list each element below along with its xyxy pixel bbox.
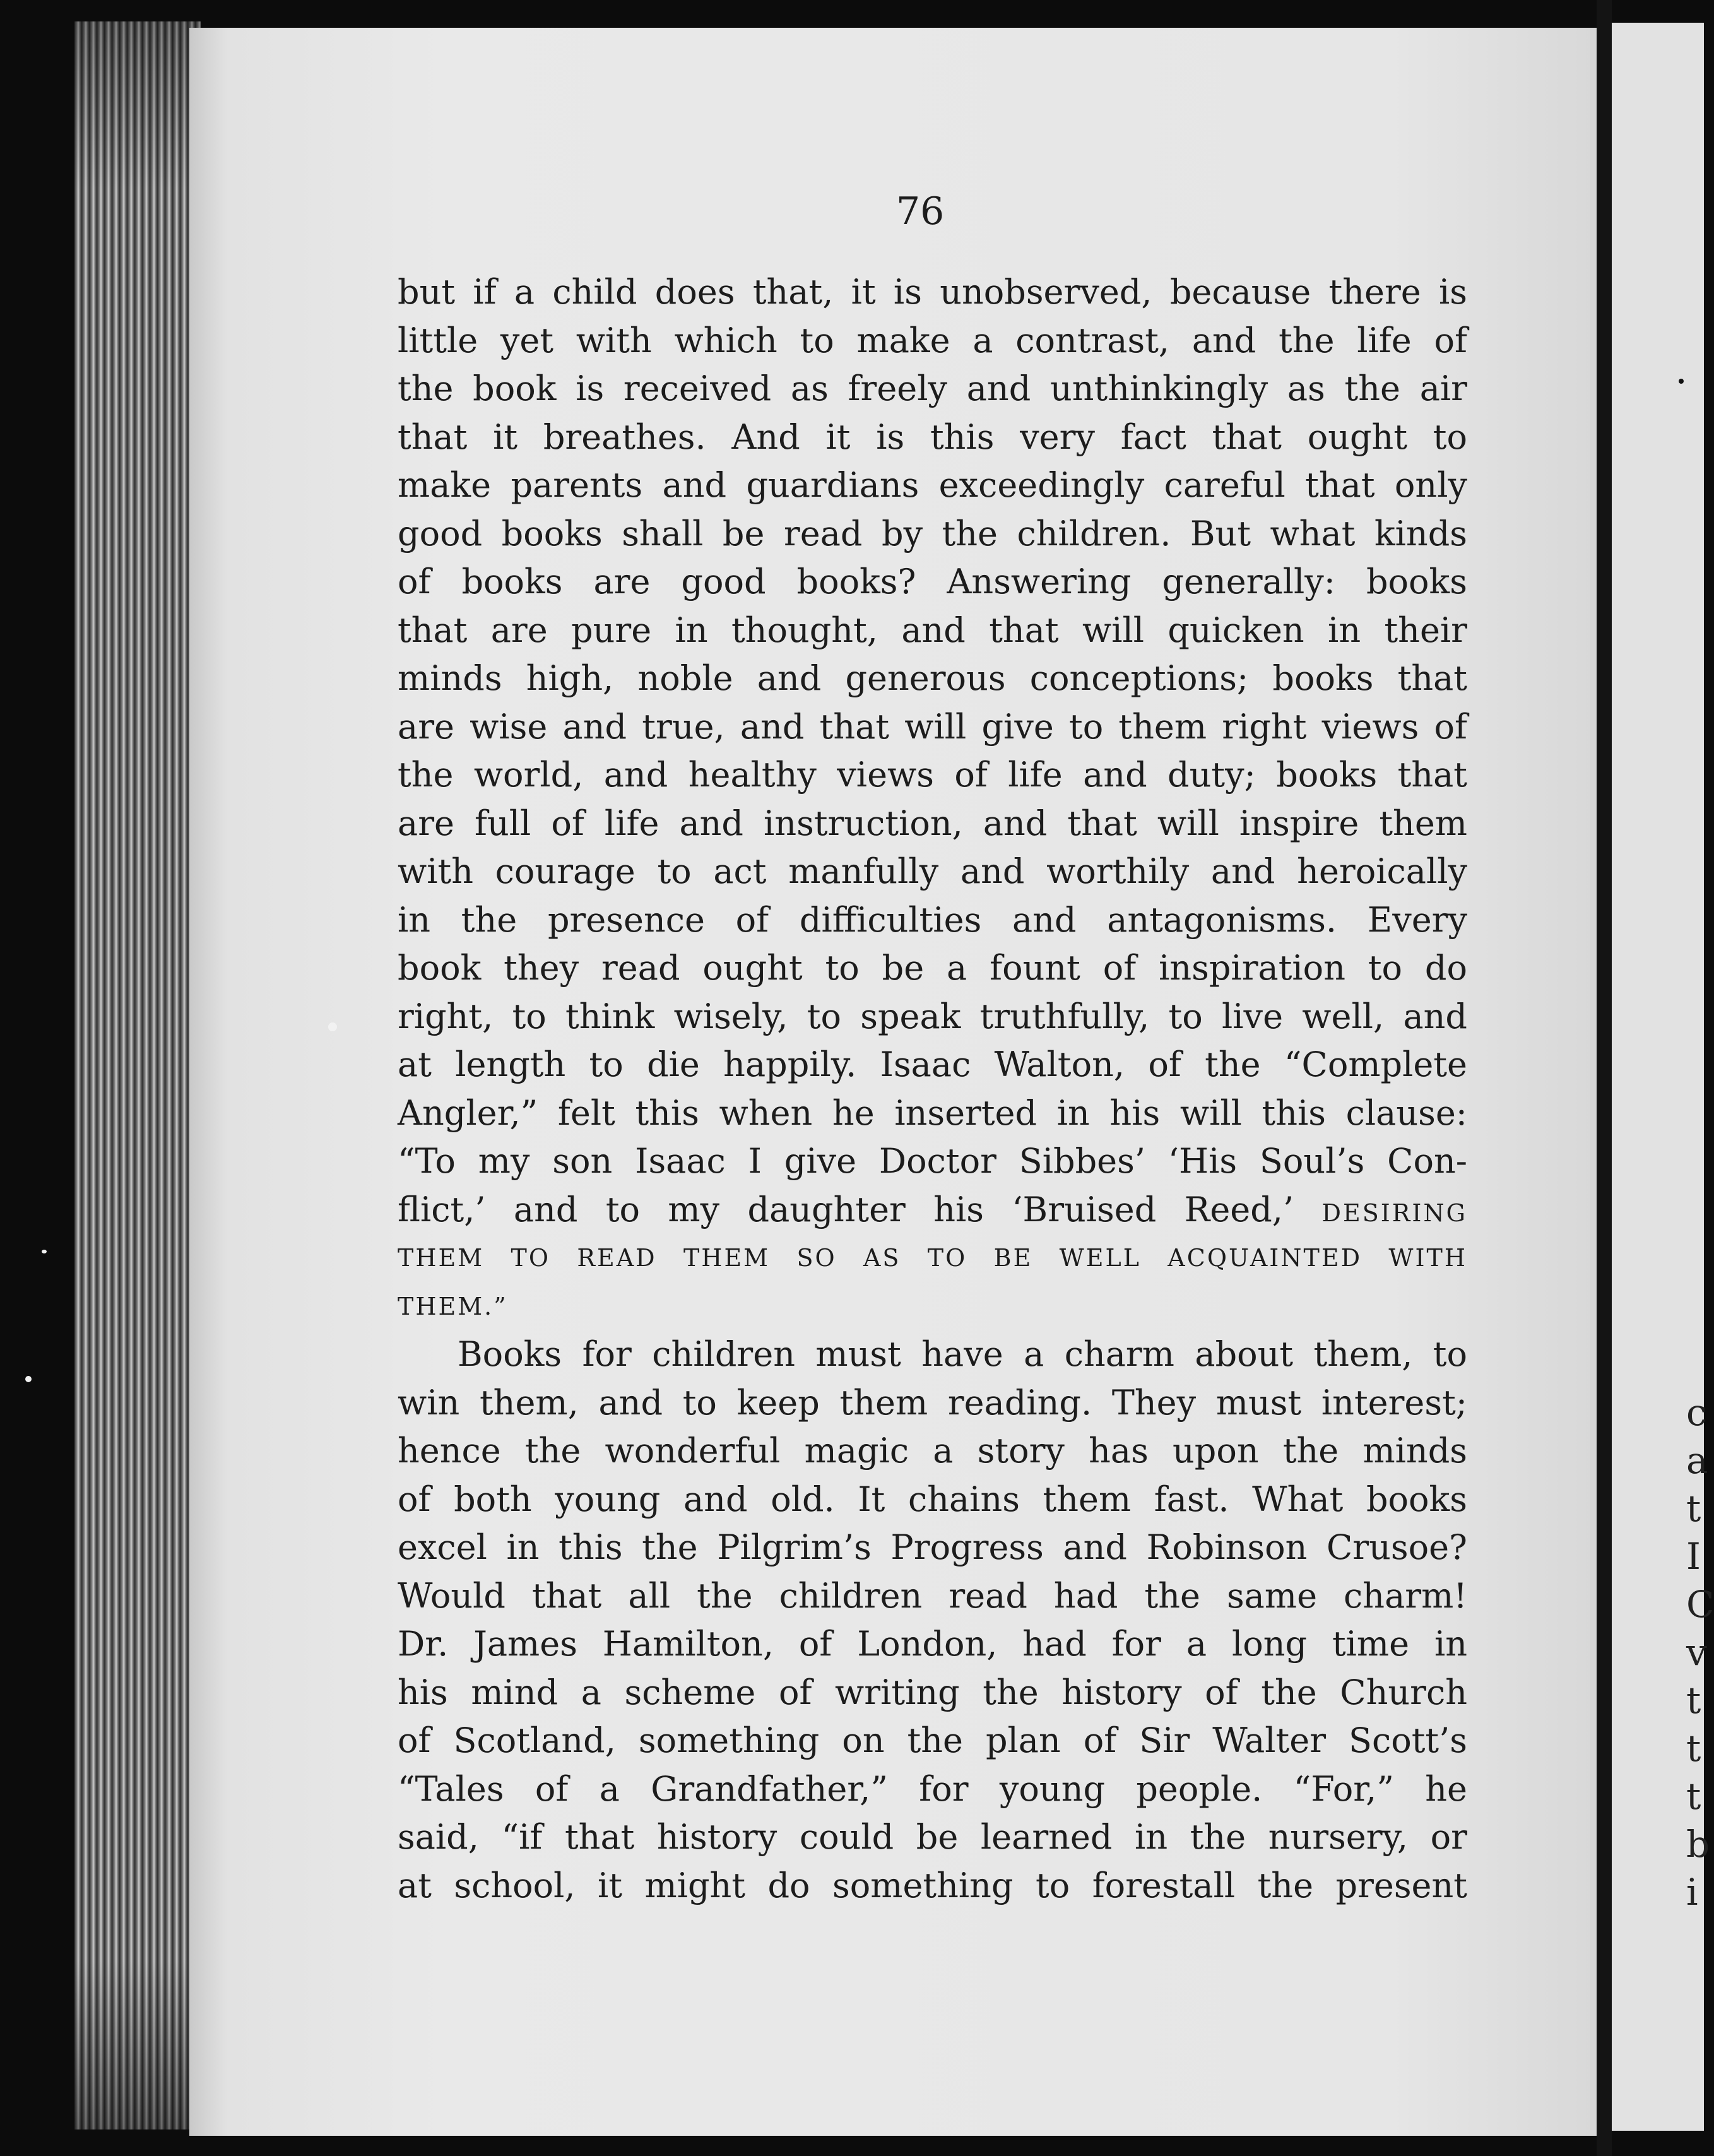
scan-artifact: [42, 1250, 47, 1253]
smallcaps-text: DESIRING: [1321, 1199, 1467, 1227]
facing-letter: I: [1686, 1535, 1701, 1578]
text-line: are full of life and instruction, and that will inspire them: [398, 803, 1467, 843]
text-line: the book is received as freely and unthinkingly as the air: [398, 369, 1467, 408]
book-gutter: [1597, 0, 1612, 2156]
text-line: Angler,” felt this when he inserted in his will this clause:: [398, 1093, 1467, 1133]
text-line: Dr. James Hamilton, of London, had for a long time in: [398, 1624, 1467, 1664]
text-line: his mind a scheme of writing the history of the Church: [398, 1672, 1467, 1712]
text-line: minds high, noble and generous conceptions; books that: [398, 658, 1467, 698]
text-line: said, “if that history could be learned in the nursery, or: [398, 1817, 1467, 1857]
facing-letter: a: [1686, 1439, 1708, 1482]
facing-letter: v: [1686, 1631, 1707, 1674]
scan-artifact: [25, 1376, 32, 1382]
text-line: of books are good books? Answering generally: books: [398, 562, 1467, 601]
text-line: in the presence of difficulties and antagonisms. Every: [398, 899, 1467, 940]
text-line: but if a child does that, it is unobserved, because there is: [398, 272, 1467, 312]
page-number: 76: [896, 189, 945, 234]
text-line: right, to think wisely, to speak truthfully, to live well, and: [398, 996, 1467, 1036]
facing-letter: c: [1686, 1391, 1707, 1434]
facing-page-letters: [1686, 1389, 1714, 1916]
text-line: win them, and to keep them reading. They must interest;: [398, 1382, 1467, 1423]
smallcaps-line: THEM.”: [398, 1292, 508, 1320]
facing-letter: t: [1686, 1679, 1701, 1722]
text-line: with courage to act manfully and worthily and heroically: [398, 851, 1467, 891]
text-line: book they read ought to be a fount of inspiration to do: [398, 948, 1467, 988]
text-line: that it breathes. And it is this very fact that ought to: [398, 417, 1467, 457]
scan-artifact: [1679, 379, 1684, 384]
body-text: [398, 268, 1467, 1910]
text-line: of both young and old. It chains them fast. What books: [398, 1479, 1467, 1519]
paragraph-first-line: Books for children must have a charm about them, to: [458, 1334, 1467, 1374]
text-line: that are pure in thought, and that will quicken in their: [398, 610, 1467, 650]
text-line-start: flict,’ and to my daughter his ‘Bruised Reed,’: [398, 1189, 1294, 1229]
text-line: make parents and guardians exceedingly careful that only: [398, 465, 1467, 505]
text-line: little yet with which to make a contrast, and the life of: [398, 320, 1467, 360]
facing-letter: i: [1686, 1871, 1698, 1914]
page-edges-shadow: [74, 21, 201, 2129]
text-line: of Scotland, something on the plan of Sir Walter Scott’s: [398, 1721, 1467, 1760]
text-line: at length to die happily. Isaac Walton, of the “Complete: [398, 1045, 1467, 1084]
text-line: “To my son Isaac I give Doctor Sibbes’ ‘His Soul’s Con-: [398, 1141, 1467, 1181]
facing-letter: b: [1686, 1823, 1710, 1866]
facing-letter: t: [1686, 1727, 1701, 1770]
text-line: excel in this the Pilgrim’s Progress and Robinson Crusoe?: [398, 1527, 1467, 1567]
text-line: at school, it might do something to forestall the present: [398, 1865, 1467, 1905]
facing-letter: t: [1686, 1775, 1701, 1818]
text-line: Would that all the children read had the same charm!: [398, 1575, 1467, 1616]
smallcaps-line: THEM TO READ THEM SO AS TO BE WELL ACQUAINTED WITH: [398, 1244, 1467, 1272]
text-line: good books shall be read by the children. But what kinds: [398, 513, 1467, 554]
text-line: “Tales of a Grandfather,” for young people. “For,” he: [398, 1768, 1467, 1809]
facing-letter: t: [1686, 1487, 1701, 1530]
text-line: hence the wonderful magic a story has upon the minds: [398, 1431, 1467, 1471]
text-line-with-smallcaps: [398, 1186, 1467, 1235]
text-line: are wise and true, and that will give to them right views of: [398, 706, 1467, 747]
facing-letter: C: [1686, 1583, 1714, 1626]
text-line: the world, and healthy views of life and duty; books that: [398, 755, 1467, 795]
scan-artifact: [328, 1022, 337, 1031]
